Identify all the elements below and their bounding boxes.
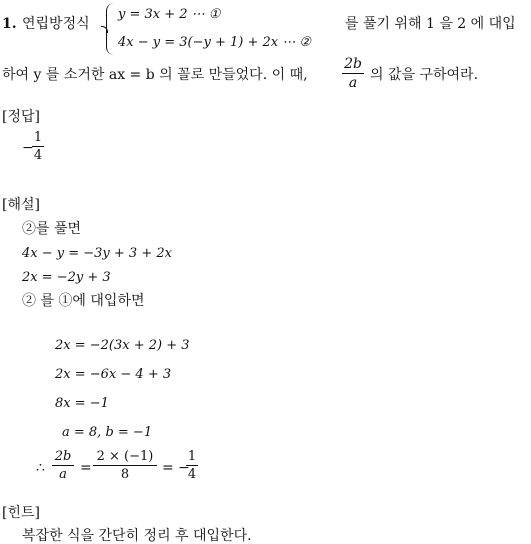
final-mid-fraction [93, 450, 157, 481]
final-lhs-denominator: a [59, 467, 67, 482]
solution-line-1: ②를 풀면 [22, 221, 82, 237]
problem-number: 1. [2, 16, 17, 32]
problem-text-2: 하여 y 를 소거한 ax = b 의 꼴로 만들었다. 이 때, [2, 67, 308, 83]
fraction-denominator: a [348, 75, 358, 91]
problem-text-1: 를 풀기 위해 1 을 2 에 대입 [345, 16, 516, 32]
equation-2: 4x − y = 3(−y + 1) + 2x ⋯ ② [118, 35, 312, 50]
solution-header: [해설] [2, 197, 40, 213]
solution-eq-2: 2x = −6x − 4 + 3 [55, 367, 172, 382]
solution-line-2: 4x − y = −3y + 3 + 2x [22, 246, 172, 261]
problem-text-3: 의 값을 구하여라. [370, 67, 479, 83]
equation-1: y = 3x + 2 ⋯ ① [118, 7, 221, 22]
answer-denominator: 4 [33, 148, 43, 163]
final-rhs-fraction [186, 450, 198, 481]
fraction-2b-over-a [342, 57, 364, 90]
answer-sign: − [22, 140, 34, 156]
final-rhs-denominator: 4 [187, 467, 197, 482]
final-equals-1: = [80, 460, 92, 476]
solution-line-4: ② 를 ①에 대입하면 [22, 293, 145, 309]
hint-header: [힌트] [2, 505, 40, 521]
hint-text: 복잡한 식을 간단히 정리 후 대입한다. [22, 528, 252, 544]
therefore-symbol: ∴ [36, 460, 45, 476]
final-mid-numerator: 2 × (−1) [96, 449, 154, 464]
final-mid-denominator: 8 [120, 467, 130, 482]
answer-fraction [32, 131, 44, 162]
solution-eq-1: 2x = −2(3x + 2) + 3 [55, 338, 190, 353]
answer-numerator: 1 [33, 130, 43, 145]
final-lhs-numerator: 2b [54, 449, 72, 464]
solution-eq-3: 8x = −1 [55, 396, 109, 411]
final-rhs-numerator: 1 [187, 449, 197, 464]
solution-line-3: 2x = −2y + 3 [22, 270, 111, 285]
final-lhs-fraction [52, 450, 74, 481]
solution-eq-4: a = 8, b = −1 [62, 425, 153, 440]
answer-header: [정답] [2, 109, 40, 125]
problem-intro: 연립방정식 [22, 16, 90, 32]
fraction-numerator: 2b [344, 56, 362, 72]
final-equals-2: = − [162, 460, 190, 476]
